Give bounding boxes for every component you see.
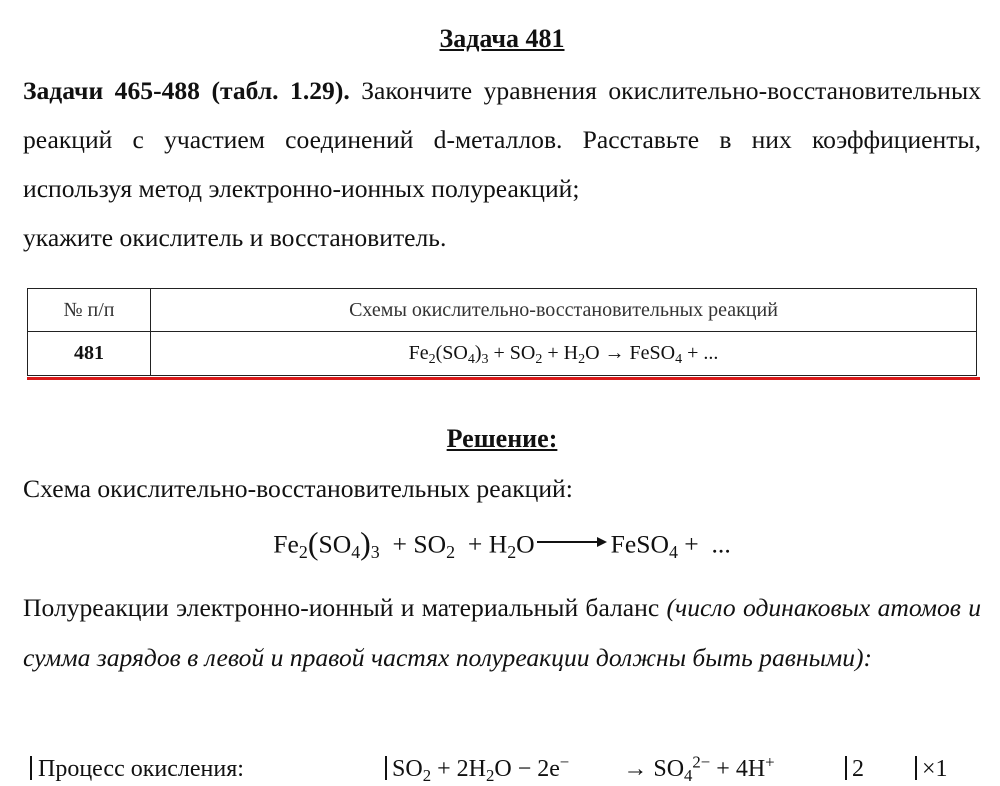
solution-title: Решение:: [446, 424, 558, 453]
task-statement: [23, 66, 981, 262]
half-reaction-row: [30, 752, 960, 786]
page-title: Задача 481: [439, 24, 565, 53]
balance-text: Полуреакции электронно-ионный и материальный баланс: [23, 593, 667, 622]
table-equation: $Fe_2(SO_4)_3 + SO_2 + H_2O$ → FeSO$_4$ + ...: [408, 342, 719, 368]
header-num: № п/п: [28, 289, 151, 332]
balance-italic: (число одинаковых атомов и сумма зарядов в левой и правой частях полуреакции должны быть равными):: [23, 593, 981, 672]
red-divider: [27, 377, 980, 380]
bracket-bar: [845, 756, 847, 780]
task-text: Закончите уравнения окислительно-восстановительных реакций с участием соединений d-металлов. Расставьте в них коэффициенты, используя метод электронно-ионных полуреакций;: [23, 76, 981, 203]
task-lead: Задачи 465-488 (табл. 1.29).: [23, 76, 350, 105]
reaction-equation: $Fe_2(SO_4)_3 + SO_2 + H_2O$ FeSO$_4$ + ...: [273, 525, 731, 562]
half-reaction: $SO_2 + 2H_2O - 2e^-$ → $SO_4^{2-} + 4H^+$: [392, 752, 775, 786]
coef-multiplier: ×1: [922, 756, 948, 782]
header-scheme: Схемы окислительно-восстановительных реакций: [151, 289, 977, 332]
coef-electrons: 2: [852, 756, 864, 782]
scheme-label: Схема окислительно-восстановительных реакций:: [23, 474, 573, 503]
balance-paragraph: [23, 583, 981, 683]
table-header-row: [28, 289, 977, 332]
table-row: [28, 332, 977, 376]
row-num: 481: [28, 332, 151, 376]
bracket-bar: [30, 756, 32, 780]
row-scheme: [151, 332, 977, 376]
reactions-table: [27, 288, 977, 376]
task-last-line: укажите окислитель и восстановитель.: [23, 223, 447, 252]
reaction-arrow: [537, 537, 607, 547]
bracket-bar: [915, 756, 917, 780]
process-label: Процесс окисления:: [38, 756, 244, 782]
bracket-bar: [385, 756, 387, 780]
